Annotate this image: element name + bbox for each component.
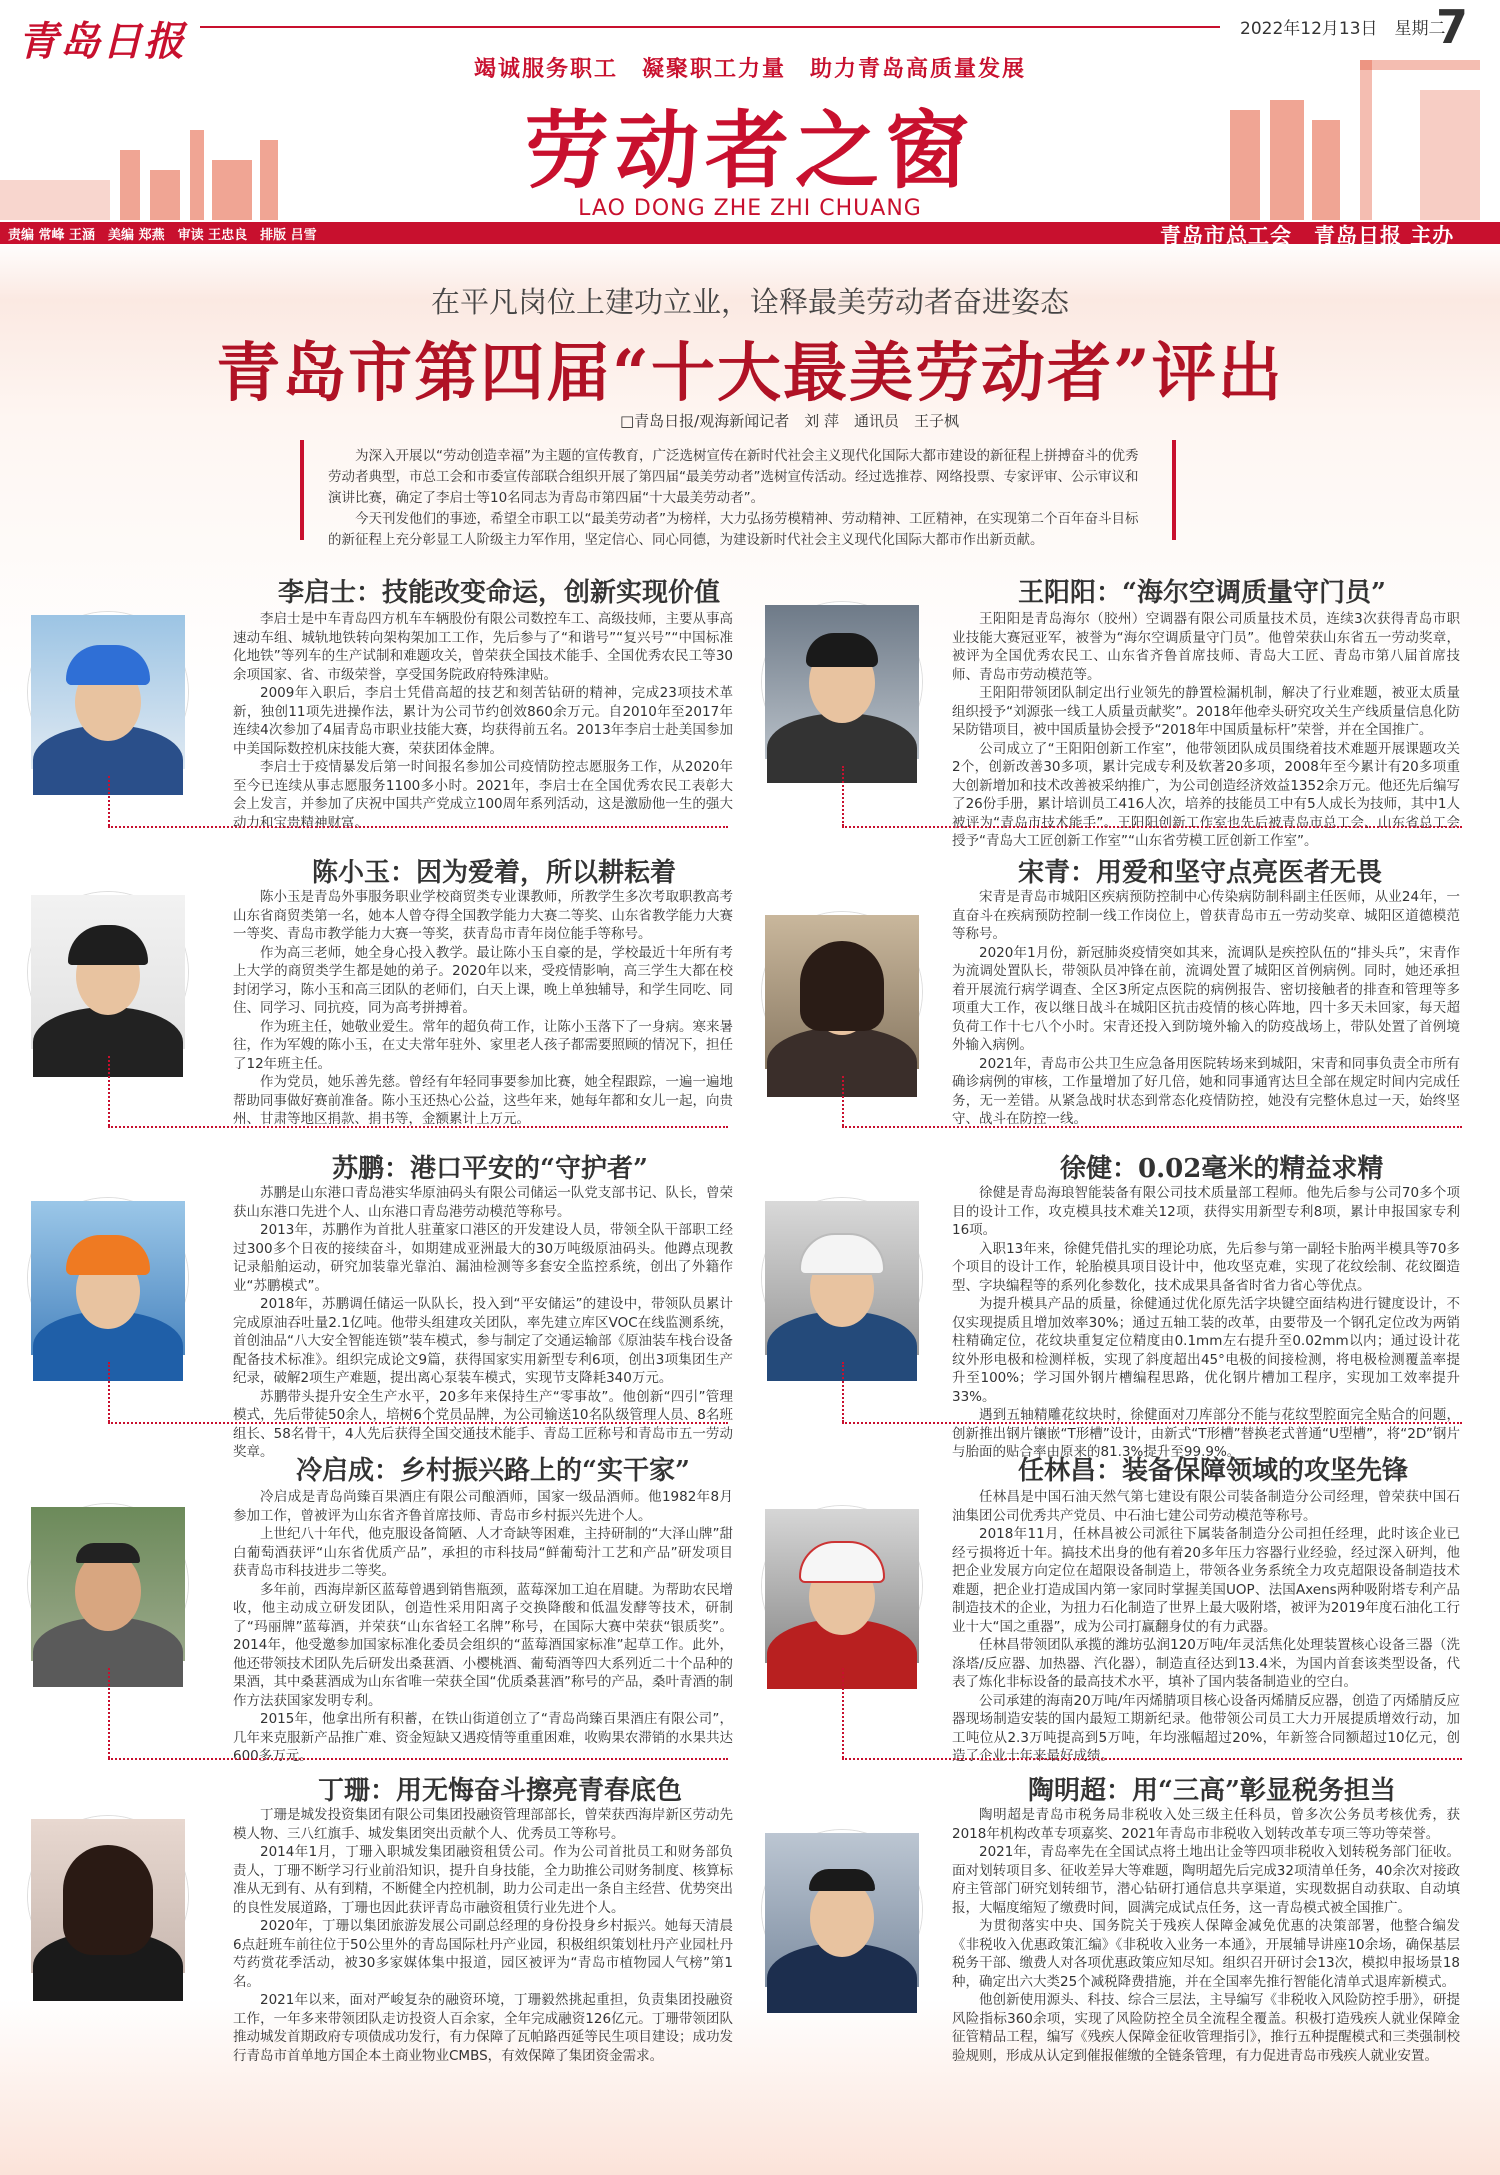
dotted-connector (108, 1056, 110, 1126)
profile-title: 李启士：技能改变命运，创新实现价值 (278, 578, 721, 608)
dotted-connector (108, 1668, 110, 1758)
dotted-connector (842, 1758, 1462, 1760)
profile-body (952, 610, 1460, 849)
profile-body (233, 1488, 733, 1764)
dotted-connector (842, 826, 1462, 828)
portrait-photo (762, 602, 922, 762)
portrait-photo (28, 1816, 188, 1976)
profile-paragraph: 冷启成是青岛尚臻百果酒庄有限公司酿酒师，国家一级品酒师。他1982年8月参加工作，曾被评为山东省齐鲁首席技师、青岛市乡村振兴先进个人。 (233, 1489, 733, 1524)
profile-paragraph: 多年前，西海岸新区蓝莓曾遇到销售瓶颈，蓝莓深加工迫在眉睫。为帮助农民增收，他主动成立研发团队，创造性采用阳离子交换降酸和低温发酵等技术，研制了“玛丽牌”蓝莓酒，并荣获“山东省轻工名牌”称号，在国际大赛中荣获“银质奖”。2014年，他受邀参加国家标准化委员会组织的“蓝莓酒国家标准”起草工作。此外，他还带领技术团队先后研发出桑葚酒、小樱桃酒、葡萄酒等四大系列近二十个品种的果酒，其中桑葚酒成为山东省唯一荣获全国“优质桑葚酒”称号的产品，桑叶青酒的制作方法获国家发明专利。 (233, 1581, 733, 1709)
dotted-connector (108, 1126, 728, 1128)
profile-paragraph: 入职13年来，徐健凭借扎实的理论功底，先后参与第一副轻卡胎两半模具等70多个项目的设计工作，轮胎模具项目设计中，他攻坚克难，实现了花纹绘制、花纹圈造型、字块编程等的系列化参数化，技术成果具备省时省力省心等优点。 (952, 1240, 1460, 1294)
profile-paragraph: 李启士于疫情暴发后第一时间报名参加公司疫情防控志愿服务工作，从2020年至今已连续从事志愿服务1100多小时。2021年，李启士在全国优秀农民工表彰大会上发言，并参加了庆祝中国共产党成立100周年系列活动，这是激励他一生的强大动力和宝贵精神财富。 (233, 759, 733, 831)
dotted-connector (842, 1362, 844, 1422)
profile-paragraph: 遇到五轴精雕花纹块时，徐健面对刀库部分不能与花纹型腔面完全贴合的问题，创新推出钢片镶嵌“T形槽”设计，由新式“T形槽”替换老式普通“U型槽”，将“2D”钢片与胎面的贴合率由原来的81.3%提升至99.9%。 (952, 1407, 1460, 1460)
portrait-photo (762, 1506, 922, 1666)
profile-paragraph: 他创新使用源头、科技、综合三层法，主导编写《非税收入风险防控手册》，研提风险指标360余项，实现了风险防控全员全流程全覆盖。积极打造残疾人就业保障金征管精品工程，编写《残疾人保障金征收管理指引》，推行五种提醒模式和三类强制校验规则，形成从认定到催报催缴的全链条管理，有力促进青岛市残疾人就业安置。 (952, 1992, 1460, 2064)
profile-paragraph: 徐健是青岛海琅智能装备有限公司技术质量部工程师。他先后参与公司70多个项目的设计工作，攻克模具技术难关12项，获得实用新型专利8项，累计申报国家专利16项。 (952, 1185, 1460, 1238)
profile-paragraph: 为提升模具产品的质量，徐健通过优化原先活字块键空面结构进行键度设计，不仅实现提质且增加效率30%；通过五轴工装的改革，由要带及一个钢孔定位改为两销柱精确定位，花纹块重复定位精度由0.1mm左右提升至0.02mm以内；通过设计花纹外形电极和检测样板，实现了斜度超出45°电极的间接检测，将电极检测覆盖率提升至100%；学习国外钢片槽编程思路，优化钢片槽加工程序，实现加工效率提升33%。 (952, 1296, 1460, 1405)
profile-paragraph: 2020年1月份，新冠肺炎疫情突如其来，流调队是疾控队伍的“排头兵”，宋青作为流调处置队长，带领队员冲锋在前，流调处置了城阳区首例病例。同时，她还承担着开展流行病学调查、全区3所定点医院的病例报告、密切接触者的排查和管理等多项重大工作，夜以继日战斗在城阳区抗击疫情的核心阵地，四十多天未回家，每天超负荷工作十七八个小时。宋青还投入到防境外输入的防疫战场上，带队处置了首例境外输入病例。 (952, 944, 1460, 1053)
profile-paragraph: 陶明超是青岛市税务局非税收入处三级主任科员，曾多次公务员考核优秀，获2018年机构改革专项嘉奖、2021年青岛市非税收入划转改革专项三等功等荣誉。 (952, 1807, 1460, 1842)
article-headline: 青岛市第四届“十大最美劳动者”评出 (216, 336, 1284, 411)
issue-date: 2022年12月13日 星期二 (1240, 19, 1446, 39)
profile-paragraph: 2020年，丁珊以集团旅游发展公司副总经理的身份投身乡村振兴。她每天清晨6点赶班车前往位于50公里外的青岛国际杜丹产业园，积极组织策划杜丹产业园杜丹芍药赏花季活动，被30多家媒体集中报道，园区被评为“青岛市植物园人气榜”第1名。 (233, 1918, 733, 1990)
host-organizations: 青岛市总工会 青岛日报 主办 (1160, 224, 1455, 248)
profile-paragraph: 2013年，苏鹏作为首批人驻董家口港区的开发建设人员，带领全队干部职工经过300多个日夜的接续奋斗，如期建成亚洲最大的30万吨级原油码头。他蹲点现教记录船舶运动，研究加装靠光靠泊、漏油检测等多套安全监控系统，创出了外籍作业“苏鹏模式”。 (233, 1222, 733, 1294)
profile-paragraph: 作为党员，她乐善先慈。曾经有年轻同事要参加比赛，她全程跟踪，一遍一遍地帮助同事做好赛前准备。陈小玉还热心公益，这些年来，她每年都和女儿一起，向贵州、甘肃等地区捐款、捐书等，金额累计上万元。 (233, 1074, 733, 1127)
profile-paragraph: 上世纪八十年代，他克服设备简陋、人才奇缺等困难，主持研制的“大泽山牌”甜白葡萄酒获评“山东省优质产品”，承担的市科技局“鲜葡萄汁工艺和产品”研发项目获青岛市科技进步二等奖。 (233, 1526, 733, 1579)
profile-paragraph: 2021年以来，面对严峻复杂的融资环境，丁珊毅然挑起重担，负责集团投融资工作，一年多来带领团队走访投资人百余家，全年完成融资126亿元。丁珊带领团队推动城发首期政府专项债成功发行，有力保障了瓦帕路西延等民生项目建设；成功发行青岛市首单地方国企本土商业物业CMBS，有效保障了集团资金需求。 (233, 1992, 733, 2064)
profile-title: 陶明超：用“三高”彰显税务担当 (1028, 1776, 1396, 1806)
editor-credits: 责编 常峰 王涵 美编 郑燕 审读 王忠良 排版 吕雪 (8, 228, 317, 243)
intro-paragraph: 为深入开展以“劳动创造幸福”为主题的宣传教育，广泛选树宣传在新时代社会主义现代化国际大都市建设的新征程上拼搏奋斗的优秀劳动者典型，市总工会和市委宣传部联合组织开展了第四届“最美劳动者”选树宣传活动。经过选推荐、网络投票、专家评审、公示审议和演讲比赛，确定了李启士等10名同志为青岛市第四届“十大最美劳动者”。 (328, 448, 1139, 506)
profile-body (233, 1184, 733, 1460)
portrait-photo (28, 1198, 188, 1358)
dotted-connector (842, 1668, 844, 1758)
section-title-pinyin: LAO DONG ZHE ZHI CHUANG (578, 196, 922, 221)
profile-body (233, 1806, 733, 2064)
dotted-connector (842, 1126, 1462, 1128)
profile-body (952, 1488, 1460, 1764)
profile-paragraph: 公司成立了“王阳阳创新工作室”，他带领团队成员围绕着技术难题开展课题攻关2个，创新改善30多项，累计完成专利及软著20多项，2008年至今累计有20多项重大创新增加和技术改善被采纳推广，为公司创造经济效益1352余万元。他还先后编写了26份手册，累计培训员工416人次，培养的技能员工中有5人成长为技师，其中1人被评为“青岛市技术能手”。王阳阳创新工作室也先后被青岛市总工会、山东省总工会授予“青岛大工匠创新工作室”“山东省劳模工匠创新工作室”。 (952, 740, 1460, 849)
profile-paragraph: 2018年11月，任林昌被公司派往下属装备制造分公司担任经理，此时该企业已经亏损将近十年。搞技术出身的他有着20多年压力容器行业经验，经过深入研判，他把企业发展方向定位在超限设备制造上，带领各业务系统全力攻克超限设备制造技术难题，把企业打造成国内第一家同时掌握美国UOP、法国Axens两种吸附塔专利产品制造技术的企业，为扭力石化制造了世界上最大吸附塔，被评为2019年度石油化工行业十大“国之重器”，成为公司打赢翻身仗的有力武器。 (952, 1526, 1460, 1635)
profile-paragraph: 2009年入职后，李启士凭借高超的技艺和刻苦钻研的精神，完成23项技术革新，独创11项先进操作法，累计为公司节约创效860余万元。自2010年至2017年连续4次参加了4届青岛市职业技能大赛，均获得前五名。2013年李启士赴美国参加中美国际数控机床技能大赛，荣获团体金牌。 (233, 685, 733, 757)
article-subhead: 在平凡岗位上建功立业，诠释最美劳动者奋进姿态 (430, 285, 1069, 319)
profile-paragraph: 任林昌带领团队承揽的潍坊弘润120万吨/年灵活焦化处理装置核心设备三器（洗涤塔/反应器、加热器、汽化器），制造直径达到13.4米，为国内首套该类型设备，代表了炼化非标设备的最高技术水平，填补了国内装备制造业的空白。 (952, 1637, 1460, 1690)
portrait-photo (762, 912, 922, 1072)
dotted-connector (108, 776, 110, 826)
dotted-connector (842, 766, 844, 826)
profile-title: 冷启成：乡村振兴路上的“实干家” (296, 1456, 690, 1486)
profile-paragraph: 王阳阳是青岛海尔（胶州）空调器有限公司质量技术员，连续3次获得青岛市职业技能大赛冠亚军，被誉为“海尔空调质量守门员”。他曾荣获山东省五一劳动奖章，被评为全国优秀农民工、山东省齐鲁首席技师、青岛大工匠、青岛市第八届首席技师、青岛市劳动模范等。 (952, 611, 1460, 683)
dotted-connector (108, 1758, 728, 1760)
profile-title: 宋青：用爱和坚守点亮医者无畏 (1018, 858, 1383, 888)
profile-paragraph: 王阳阳带领团队制定出行业领先的静置检漏机制，解决了行业难题，被亚太质量组织授予“刘源张一线工人质量贡献奖”。2018年他牵头研究攻关生产线质量信息化防呆防错项目，被中国质量协会授予“2018年中国质量标杆”荣誉，并在全国推广。 (952, 685, 1460, 738)
profile-body (233, 888, 733, 1127)
portrait-photo (762, 1198, 922, 1358)
profile-body (952, 1806, 1460, 2106)
profile-paragraph: 任林昌是中国石油天然气第七建设有限公司装备制造分公司经理，曾荣获中国石油集团公司优秀共产党员、中石油七建公司劳动模范等称号。 (952, 1489, 1460, 1524)
portrait-photo (762, 1830, 922, 1990)
profile-paragraph: 2015年，他拿出所有积蓄，在铁山街道创立了“青岛尚臻百果酒庄有限公司”，几年来克服新产品推广难、资金短缺又遇疫情等重重困难，收购果农滞销的水果共达600多万元。 (233, 1711, 733, 1764)
profile-title: 徐健：0.02毫米的精益求精 (1060, 1154, 1384, 1184)
profile-body (233, 610, 733, 831)
portrait-photo (28, 1504, 188, 1664)
profile-paragraph: 2021年，青岛市公共卫生应急备用医院转场来到城阳，宋青和同事负责全市所有确诊病例的审核，工作量增加了好几倍，她和同事通宵达旦全部在规定时间内完成任务，无一差错。从紧急战时状态到常态化疫情防控，她没有完整休息过一天，始终坚守、战斗在防控一线。 (952, 1055, 1460, 1127)
profile-title: 任林昌：装备保障领域的攻坚先锋 (1018, 1456, 1409, 1486)
dotted-connector (108, 1362, 110, 1422)
profile-paragraph: 2021年，青岛率先在全国试点将土地出让金等四项非税收入划转税务部门征收。面对划转项目多、征收差异大等难题，陶明超先后完成32项清单任务，40余次对接政府主管部门研究划转细节，潜心钻研打通信息共享渠道，实现数据自动获取、自动填报，大幅度缩短了缴费时间，圆满完成试点任务，这一青岛模式被全国推广。 (952, 1844, 1460, 1916)
intro-paragraph: 今天刊发他们的事迹，希望全市职工以“最美劳动者”为榜样，大力弘扬劳模精神、劳动精神、工匠精神，在实现第二个百年奋斗目标的新征程上充分彰显工人阶级主力军作用，坚定信心、同心同德，为建设新时代社会主义现代化国际大都市作出新贡献。 (328, 511, 1139, 548)
article-byline: □青岛日报/观海新闻记者 刘 萍 通讯员 王子枫 (620, 412, 959, 430)
profile-paragraph: 2018年，苏鹏调任储运一队队长，投入到“平安储运”的建设中，带领队员累计完成原油吞吐量2.1亿吨。他带头组建攻关团队，率先建立库区VOC在线监测系统，首创油品“八大安全智能连锁”装车模式，参与制定了交通运输部《原油装车栈台设备配备技术标准》。组织完成论文9篇，获得国家实用新型专利6项，创出3项集团生产纪录，破解2项生产难题，提出离心泵装车模式，实现节支降耗340万元。 (233, 1296, 733, 1386)
profile-paragraph: 作为高三老师，她全身心投入教学。最让陈小玉自豪的是，学校最近十年所有考上大学的商贸类学生都是她的弟子。2020年以来，受疫情影响，高三学生大都在校封闭学习，陈小玉和高三团队的老师们，白天上课，晚上单独辅导，和学生同吃、同住、同学习、同抗疫，同为高考拼搏着。 (233, 944, 733, 1016)
profile-paragraph: 作为班主任，她敬业爱生。常年的超负荷工作，让陈小玉落下了一身病。寒来暑往，作为军嫂的陈小玉，在丈夫常年驻外、家里老人孩子都需要照顾的情况下，担任了12年班主任。 (233, 1018, 733, 1072)
dotted-connector (108, 826, 728, 828)
masthead-rule (200, 26, 1220, 28)
profile-paragraph: 陈小玉是青岛外事服务职业学校商贸类专业课教师，所教学生多次考取职教高考山东省商贸类第一名，她本人曾夺得全国教学能力大赛二等奖、山东省教学能力大赛一等奖、青岛市教学能力大赛一等奖，获青岛市青年岗位能手等称号。 (233, 889, 733, 942)
page-number: 7 (1436, 0, 1469, 54)
profile-title: 丁珊：用无悔奋斗擦亮青春底色 (318, 1776, 683, 1806)
profile-title: 陈小玉：因为爱着，所以耕耘着 (312, 858, 677, 888)
profile-title: 王阳阳：“海尔空调质量守门员” (1018, 578, 1386, 608)
dotted-connector (842, 1422, 1462, 1424)
profile-paragraph: 公司承建的海南20万吨/年丙烯腈项目核心设备丙烯腈反应器，创造了丙烯腈反应器现场制造安装的国内最短工期新纪录。他带领公司员工大力开展提质增效行动，加工吨位从2.3万吨提高到5万吨，年均涨幅超过20%，年新签合同额超过10亿元，创造了企业十年来最好成绩。 (952, 1692, 1460, 1764)
dotted-connector (842, 1076, 844, 1126)
profile-paragraph: 苏鹏带头提升安全生产水平，20多年来保持生产“零事故”。他创新“四引”管理模式，先后带徒50余人，培树6个党员品牌，为公司输送10名队级管理人员、8名班组长、58名骨干，4人先后获得全国交通技术能手、青岛工匠称号和青岛市五一劳动奖章。 (233, 1388, 733, 1460)
portrait-photo (28, 612, 188, 772)
profile-paragraph: 丁珊是城发投资集团有限公司集团投融资管理部部长，曾荣获西海岸新区劳动先模人物、三八红旗手、城发集团突出贡献个人、优秀员工等称号。 (233, 1807, 733, 1842)
profile-paragraph: 李启士是中车青岛四方机车车辆股份有限公司数控车工、高级技师，主要从事高速动车组、城轨地铁转向架构架加工工作，先后参与了“和谐号”“复兴号”“中国标准化地铁”等列车的生产试制和难题攻关，曾荣获全国技术能手、全国优秀农民工等30余项国家、省、市级荣誉，享受国务院政府特殊津贴。 (233, 611, 733, 683)
profile-paragraph: 为贯彻落实中央、国务院关于残疾人保障金减免优惠的决策部署，他整合编发《非税收入优惠政策汇编》《非税收入业务一本通》，开展辅导讲座10余场，确保基层税务干部、缴费人对各项优惠政策应知尽知。组织召开研讨会13次，模拟申报场景18种，确定出六大类25个减税降费措施，并在全国率先推行智能化清单式退库新模式。 (952, 1918, 1460, 1990)
profile-paragraph: 2014年1月，丁珊入职城发集团融资租赁公司。作为公司首批员工和财务部负责人，丁珊不断学习行业前沿知识，提升自身技能，全力助推公司财务制度、核算标准从无到有、从有到精，不断健全内控机制，助力公司走出一条自主经营、优势突出的良性发展道路，丁珊也因此获评青岛市融资租赁行业先进个人。 (233, 1844, 733, 1916)
profile-title: 苏鹏：港口平安的“守护者” (332, 1154, 648, 1184)
section-title: 劳动者之窗 (524, 101, 975, 200)
dotted-connector (108, 1422, 728, 1424)
profile-paragraph: 宋青是青岛市城阳区疾病预防控制中心传染病防制科副主任医师，从业24年，一直奋斗在疾病预防控制一线工作岗位上，曾获青岛市五一劳动奖章、城阳区道德模范等称号。 (952, 889, 1460, 942)
profile-paragraph: 苏鹏是山东港口青岛港实华原油码头有限公司储运一队党支部书记、队长，曾荣获山东港口先进个人、山东港口青岛港劳动模范等称号。 (233, 1185, 733, 1220)
profile-body (952, 888, 1460, 1127)
portrait-photo (28, 892, 188, 1052)
slogan: 竭诚服务职工 凝聚职工力量 助力青岛高质量发展 (473, 57, 1026, 82)
article-intro (300, 440, 1176, 548)
profile-body (952, 1184, 1460, 1460)
newspaper-logo: 青岛日报 (18, 18, 186, 65)
